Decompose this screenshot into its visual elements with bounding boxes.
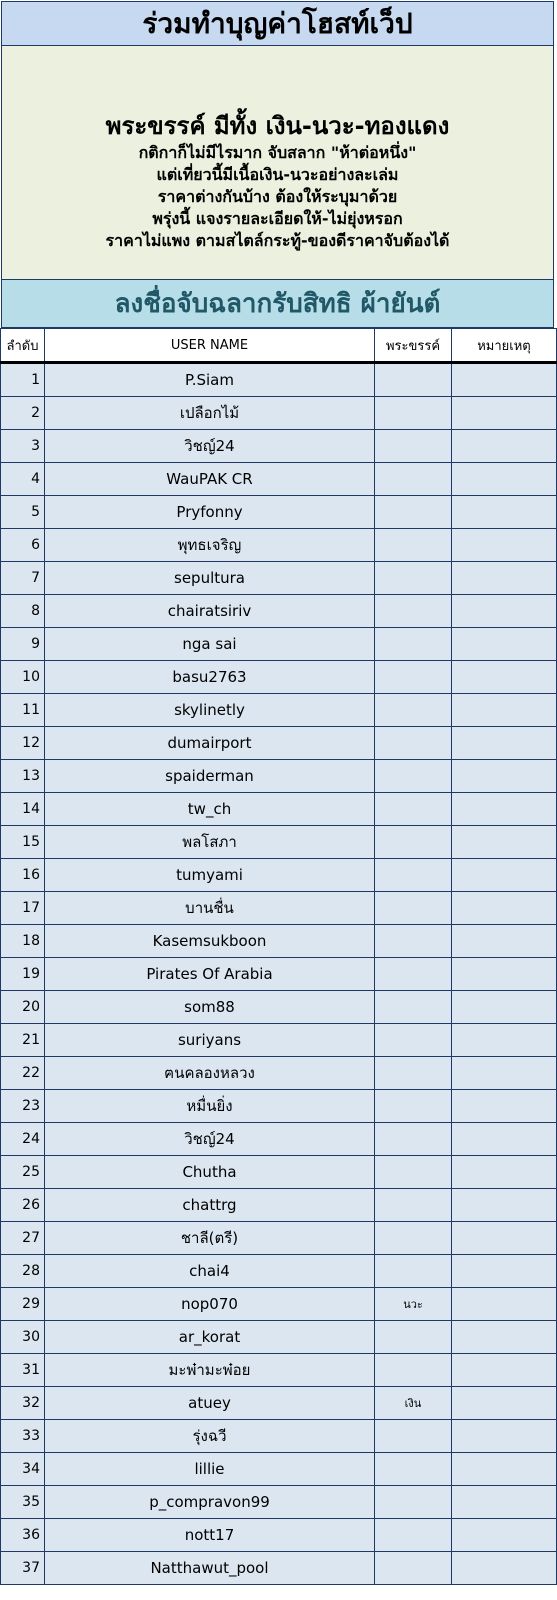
username-cell: วิชญ์24: [45, 1123, 375, 1156]
table-row: [1, 496, 557, 529]
username-cell: Kasemsukboon: [45, 925, 375, 958]
table-row: [1, 595, 557, 628]
promo-line: กติกาก็ไม่มีไรมาก จับสลาก "ห้าต่อหนึ่ง": [138, 143, 417, 162]
table-row: [1, 397, 557, 430]
table-body: [1, 363, 557, 1585]
note-cell: [452, 496, 557, 529]
column-header-note: หมายเหตุ: [452, 329, 557, 363]
promo-line: ราคาต่างกันบ้าง ต้องให้ระบุมาด้วย: [157, 187, 398, 206]
note-cell: [452, 1453, 557, 1486]
row-number-cell: 36: [1, 1519, 45, 1552]
promo-line: แต่เที่ยวนี้มีเนื้อเงิน-นวะอย่างละเล่ม: [156, 165, 399, 184]
row-number-cell: 24: [1, 1123, 45, 1156]
note-cell: [452, 826, 557, 859]
amulet-cell: [375, 1222, 452, 1255]
table-row: [1, 1519, 557, 1552]
username-cell: tw_ch: [45, 793, 375, 826]
column-header-user: USER NAME: [45, 329, 375, 363]
amulet-cell: [375, 430, 452, 463]
row-number-cell: 9: [1, 628, 45, 661]
row-number-cell: 3: [1, 430, 45, 463]
username-cell: sepultura: [45, 562, 375, 595]
row-number-cell: 11: [1, 694, 45, 727]
username-cell: Pirates Of Arabia: [45, 958, 375, 991]
row-number-cell: 23: [1, 1090, 45, 1123]
amulet-cell: [375, 694, 452, 727]
amulet-cell: [375, 958, 452, 991]
table-row: [1, 1189, 557, 1222]
note-cell: [452, 1123, 557, 1156]
note-cell: [452, 430, 557, 463]
row-number-cell: 34: [1, 1453, 45, 1486]
username-cell: basu2763: [45, 661, 375, 694]
row-number-cell: 14: [1, 793, 45, 826]
amulet-cell: [375, 760, 452, 793]
username-cell: dumairport: [45, 727, 375, 760]
row-number-cell: 22: [1, 1057, 45, 1090]
amulet-cell: [375, 363, 452, 397]
row-number-cell: 31: [1, 1354, 45, 1387]
row-number-cell: 12: [1, 727, 45, 760]
table-row: [1, 958, 557, 991]
table-row: [1, 1024, 557, 1057]
row-number-cell: 33: [1, 1420, 45, 1453]
amulet-cell: [375, 1321, 452, 1354]
amulet-cell: [375, 529, 452, 562]
username-cell: WauPAK CR: [45, 463, 375, 496]
amulet-cell: [375, 1255, 452, 1288]
username-cell: พลโสภา: [45, 826, 375, 859]
amulet-cell: [375, 1354, 452, 1387]
amulet-cell: [375, 562, 452, 595]
note-cell: [452, 892, 557, 925]
amulet-cell: [375, 1189, 452, 1222]
username-cell: chairatsiriv: [45, 595, 375, 628]
row-number-cell: 20: [1, 991, 45, 1024]
username-cell: มะพ๋ามะพ๋อย: [45, 1354, 375, 1387]
table-row: [1, 1321, 557, 1354]
amulet-cell: [375, 1156, 452, 1189]
table-row: [1, 826, 557, 859]
note-cell: [452, 595, 557, 628]
note-cell: [452, 1519, 557, 1552]
amulet-cell: [375, 859, 452, 892]
page-title: ร่วมทำบุญค่าโฮสท์เว็ป: [1, 1, 554, 46]
table-row: [1, 859, 557, 892]
table-row: [1, 1288, 557, 1321]
table-row: [1, 1387, 557, 1420]
username-cell: ฅนคลองหลวง: [45, 1057, 375, 1090]
note-cell: [452, 529, 557, 562]
note-cell: [452, 793, 557, 826]
table-row: [1, 1123, 557, 1156]
table-row: [1, 1090, 557, 1123]
username-cell: P.Siam: [45, 363, 375, 397]
username-cell: Pryfonny: [45, 496, 375, 529]
table-row: [1, 661, 557, 694]
username-cell: spaiderman: [45, 760, 375, 793]
row-number-cell: 28: [1, 1255, 45, 1288]
amulet-cell: [375, 1519, 452, 1552]
table-row: [1, 991, 557, 1024]
table-row: [1, 760, 557, 793]
note-cell: [452, 694, 557, 727]
row-number-cell: 15: [1, 826, 45, 859]
username-cell: ar_korat: [45, 1321, 375, 1354]
row-number-cell: 37: [1, 1552, 45, 1585]
note-cell: [452, 1420, 557, 1453]
table-row: [1, 1486, 557, 1519]
table-row: [1, 463, 557, 496]
row-number-cell: 21: [1, 1024, 45, 1057]
promo-line: ราคาไม่แพง ตามสไตล์กระทู้-ของดีราคาจับต้องได้: [105, 231, 450, 250]
note-cell: [452, 1156, 557, 1189]
row-number-cell: 2: [1, 397, 45, 430]
username-cell: tumyami: [45, 859, 375, 892]
row-number-cell: 1: [1, 363, 45, 397]
note-cell: [452, 397, 557, 430]
table-row: [1, 1255, 557, 1288]
table-row: [1, 430, 557, 463]
table-row: [1, 694, 557, 727]
note-cell: [452, 1189, 557, 1222]
row-number-cell: 29: [1, 1288, 45, 1321]
amulet-cell: เงิน: [375, 1387, 452, 1420]
row-number-cell: 32: [1, 1387, 45, 1420]
promo-headline: พระขรรค์ มีทั้ง เงิน-นวะ-ทองแดง: [105, 112, 450, 140]
amulet-cell: [375, 991, 452, 1024]
table-row: [1, 1453, 557, 1486]
table-row: [1, 562, 557, 595]
note-cell: [452, 628, 557, 661]
column-header-order: ลำดับ: [1, 329, 45, 363]
note-cell: [452, 1486, 557, 1519]
row-number-cell: 25: [1, 1156, 45, 1189]
amulet-cell: นวะ: [375, 1288, 452, 1321]
table-row: [1, 1222, 557, 1255]
username-cell: chattrg: [45, 1189, 375, 1222]
amulet-cell: [375, 727, 452, 760]
note-cell: [452, 925, 557, 958]
amulet-cell: [375, 628, 452, 661]
username-cell: พุทธเจริญ: [45, 529, 375, 562]
username-cell: lillie: [45, 1453, 375, 1486]
note-cell: [452, 1552, 557, 1585]
note-cell: [452, 727, 557, 760]
username-cell: p_compravon99: [45, 1486, 375, 1519]
amulet-cell: [375, 595, 452, 628]
row-number-cell: 8: [1, 595, 45, 628]
note-cell: [452, 958, 557, 991]
table-row: [1, 1057, 557, 1090]
amulet-cell: [375, 463, 452, 496]
row-number-cell: 10: [1, 661, 45, 694]
username-cell: บานชื่น: [45, 892, 375, 925]
username-cell: skylinetly: [45, 694, 375, 727]
username-cell: chai4: [45, 1255, 375, 1288]
amulet-cell: [375, 1024, 452, 1057]
table-row: [1, 793, 557, 826]
amulet-cell: [375, 793, 452, 826]
table-header-row: [1, 329, 557, 363]
username-cell: วิชญ์24: [45, 430, 375, 463]
amulet-cell: [375, 397, 452, 430]
promo-panel: [1, 46, 554, 280]
promo-line: พรุ่งนี้ แจงรายละเอียดให้-ไม่ยุ่งหรอก: [152, 209, 403, 228]
note-cell: [452, 760, 557, 793]
note-cell: [452, 1288, 557, 1321]
table-row: [1, 925, 557, 958]
amulet-cell: [375, 1552, 452, 1585]
username-cell: nott17: [45, 1519, 375, 1552]
amulet-cell: [375, 892, 452, 925]
username-cell: รุ่งฉวี: [45, 1420, 375, 1453]
note-cell: [452, 463, 557, 496]
table-row: [1, 1156, 557, 1189]
row-number-cell: 17: [1, 892, 45, 925]
amulet-cell: [375, 925, 452, 958]
table-row: [1, 1354, 557, 1387]
row-number-cell: 4: [1, 463, 45, 496]
note-cell: [452, 1222, 557, 1255]
table-row: [1, 1420, 557, 1453]
note-cell: [452, 1090, 557, 1123]
username-cell: Chutha: [45, 1156, 375, 1189]
table-row: [1, 727, 557, 760]
row-number-cell: 7: [1, 562, 45, 595]
username-cell: suriyans: [45, 1024, 375, 1057]
table-row: [1, 529, 557, 562]
table-row: [1, 363, 557, 397]
username-cell: ชาลี(ตรี): [45, 1222, 375, 1255]
note-cell: [452, 363, 557, 397]
note-cell: [452, 1387, 557, 1420]
row-number-cell: 27: [1, 1222, 45, 1255]
amulet-cell: [375, 661, 452, 694]
row-number-cell: 5: [1, 496, 45, 529]
row-number-cell: 26: [1, 1189, 45, 1222]
note-cell: [452, 1321, 557, 1354]
note-cell: [452, 991, 557, 1024]
column-header-amulet: พระขรรค์: [375, 329, 452, 363]
note-cell: [452, 661, 557, 694]
row-number-cell: 6: [1, 529, 45, 562]
note-cell: [452, 1024, 557, 1057]
row-number-cell: 35: [1, 1486, 45, 1519]
row-number-cell: 30: [1, 1321, 45, 1354]
username-cell: nga sai: [45, 628, 375, 661]
username-cell: Natthawut_pool: [45, 1552, 375, 1585]
note-cell: [452, 1057, 557, 1090]
table-row: [1, 1552, 557, 1585]
table-row: [1, 628, 557, 661]
row-number-cell: 19: [1, 958, 45, 991]
amulet-cell: [375, 1090, 452, 1123]
amulet-cell: [375, 1123, 452, 1156]
note-cell: [452, 1354, 557, 1387]
table-row: [1, 892, 557, 925]
note-cell: [452, 1255, 557, 1288]
amulet-cell: [375, 1486, 452, 1519]
note-cell: [452, 859, 557, 892]
amulet-cell: [375, 1057, 452, 1090]
amulet-cell: [375, 1420, 452, 1453]
username-cell: หมื่นยิ่ง: [45, 1090, 375, 1123]
signup-heading: ลงชื่อจับฉลากรับสิทธิ ผ้ายันต์: [1, 280, 554, 328]
amulet-cell: [375, 1453, 452, 1486]
username-cell: เปลือกไม้: [45, 397, 375, 430]
username-cell: som88: [45, 991, 375, 1024]
amulet-cell: [375, 826, 452, 859]
row-number-cell: 18: [1, 925, 45, 958]
username-cell: atuey: [45, 1387, 375, 1420]
row-number-cell: 13: [1, 760, 45, 793]
note-cell: [452, 562, 557, 595]
row-number-cell: 16: [1, 859, 45, 892]
username-cell: nop070: [45, 1288, 375, 1321]
signup-table: [0, 328, 557, 1585]
amulet-cell: [375, 496, 452, 529]
